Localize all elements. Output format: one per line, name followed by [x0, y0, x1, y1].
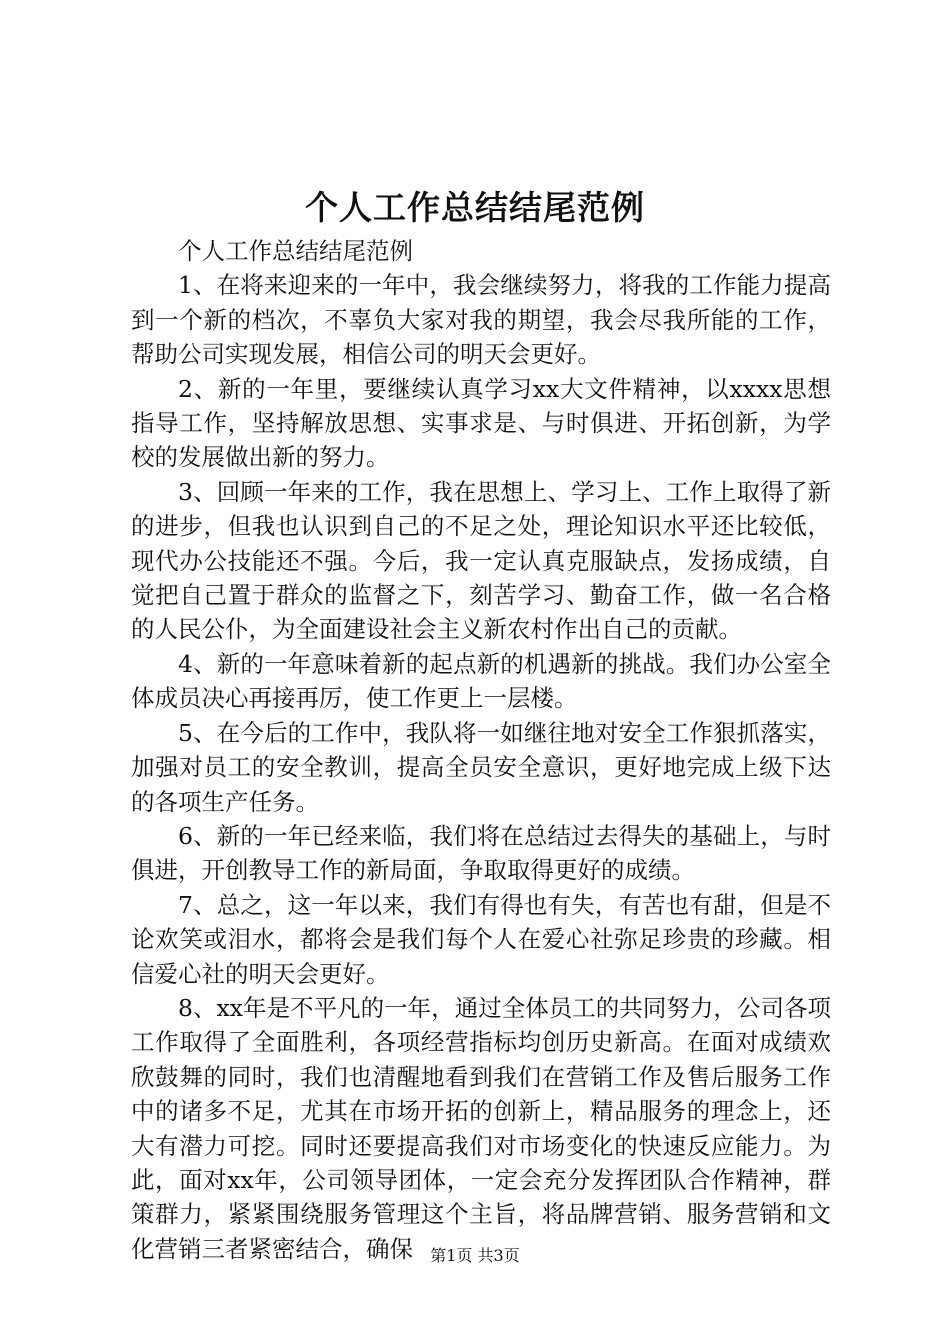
paragraph-4: 4、新的一年意味着新的起点新的机遇新的挑战。我们办公室全体成员决心再接再厉，使工作更上一层楼。 — [131, 649, 831, 713]
document-body — [131, 234, 831, 1266]
paragraph-8: 8、xx年是不平凡的一年，通过全体员工的共同努力，公司各项工作取得了全面胜利，各项经营指标均创历史新高。在面对成绩欢欣鼓舞的同时，我们也清醒地看到我们在营销工作及售后服务工作中的诸多不足，尤其在市场开拓的创新上，精品服务的理念上，还大有潜力可挖。同时还要提高我们对市场变化的快速反应能力。为此，面对xx年，公司领导团体，一定会充分发挥团队合作精神，群策群力，紧紧围绕服务管理这个主旨，将品牌营销、服务营销和文化营销三者紧密结合，确保 — [131, 993, 831, 1263]
paragraph-1: 1、在将来迎来的一年中，我会继续努力，将我的工作能力提高到一个新的档次，不辜负大家对我的期望，我会尽我所能的工作，帮助公司实现发展，相信公司的明天会更好。 — [131, 271, 831, 369]
paragraph-7: 7、总之，这一年以来，我们有得也有失，有苦也有甜，但是不论欢笑或泪水，都将会是我们每个人在爱心社弥足珍贵的珍藏。相信爱心社的明天会更好。 — [131, 890, 831, 988]
paragraph-5: 5、在今后的工作中，我队将一如继往地对安全工作狠抓落实，加强对员工的安全教训，提高全员安全意识，更好地完成上级下达的各项生产任务。 — [131, 718, 831, 816]
paragraph-2: 2、新的一年里，要继续认真学习xx大文件精神，以xxxx思想指导工作，坚持解放思想、实事求是、与时俱进、开拓创新，为学校的发展做出新的努力。 — [131, 374, 831, 472]
page-footer: 第1页 共3页 — [430, 1246, 520, 1265]
paragraph-6: 6、新的一年已经来临，我们将在总结过去得失的基础上，与时俱进，开创教导工作的新局面，争取取得更好的成绩。 — [131, 821, 831, 885]
document-title: 个人工作总结结尾范例 — [305, 188, 645, 227]
paragraph-3: 3、回顾一年来的工作，我在思想上、学习上、工作上取得了新的进步，但我也认识到自己的不足之处，理论知识水平还比较低，现代办公技能还不强。今后，我一定认真克服缺点，发扬成绩，自觉把自己置于群众的监督之下，刻苦学习、勤奋工作，做一名合格的人民公仆，为全面建设社会主义新农村作出自己的贡献。 — [131, 477, 831, 644]
document-subtitle: 个人工作总结结尾范例 — [178, 237, 413, 265]
